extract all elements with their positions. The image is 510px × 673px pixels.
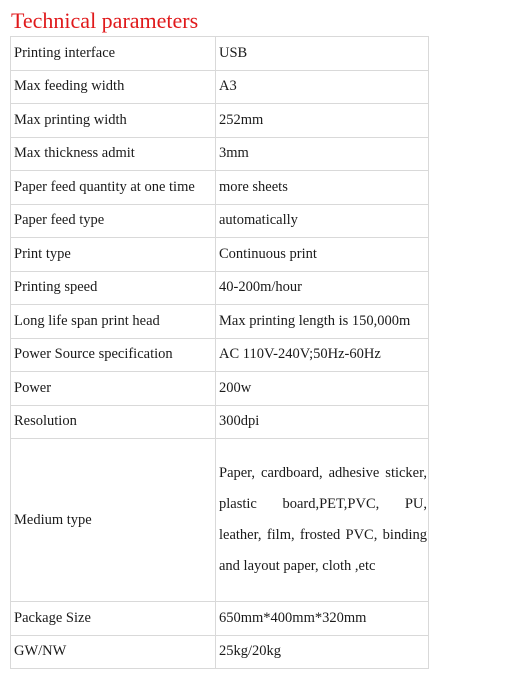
param-value: AC 110V-240V;50Hz-60Hz [216,338,429,372]
param-value: 252mm [216,104,429,138]
param-value: Max printing length is 150,000m [216,305,429,339]
param-value: 25kg/20kg [216,635,429,669]
param-value: Continuous print [216,238,429,272]
spec-table [10,36,429,669]
table-row-max-feeding-width [11,70,429,104]
table-row-medium-type [11,439,429,602]
param-value: 40-200m/hour [216,271,429,305]
table-row-print-type [11,238,429,272]
param-label: Max printing width [11,104,216,138]
param-value: A3 [216,70,429,104]
table-row-gw-nw [11,635,429,669]
param-label: Paper feed quantity at one time [11,171,216,205]
param-value: Paper, cardboard, adhesive sticker, plastic board,PET,PVC, PU, leather, film, frosted PVC, binding and layout paper, cloth ,etc [216,439,429,602]
param-label: Printing speed [11,271,216,305]
param-label: Paper feed type [11,204,216,238]
param-label: Max feeding width [11,70,216,104]
param-label: Power Source specification [11,338,216,372]
param-label: Package Size [11,602,216,636]
table-row-max-printing-width [11,104,429,138]
table-row-resolution [11,405,429,439]
param-label: Max thickness admit [11,137,216,171]
table-row-max-thickness [11,137,429,171]
table-row-printing-speed [11,271,429,305]
table-row-paper-feed-type [11,204,429,238]
table-row-power-source [11,338,429,372]
page-title: Technical parameters [11,8,199,33]
param-value: more sheets [216,171,429,205]
param-label: GW/NW [11,635,216,669]
table-row-printing-interface [11,37,429,71]
param-value: 300dpi [216,405,429,439]
param-value: 200w [216,372,429,406]
spec-table-body [11,37,429,669]
param-label: Print type [11,238,216,272]
param-value: USB [216,37,429,71]
param-label: Resolution [11,405,216,439]
param-label: Long life span print head [11,305,216,339]
param-label: Printing interface [11,37,216,71]
param-value: 650mm*400mm*320mm [216,602,429,636]
param-label: Power [11,372,216,406]
table-row-paper-feed-quantity [11,171,429,205]
table-row-power [11,372,429,406]
param-label: Medium type [11,439,216,602]
table-row-package-size [11,602,429,636]
param-value: 3mm [216,137,429,171]
table-row-print-head [11,305,429,339]
param-value: automatically [216,204,429,238]
